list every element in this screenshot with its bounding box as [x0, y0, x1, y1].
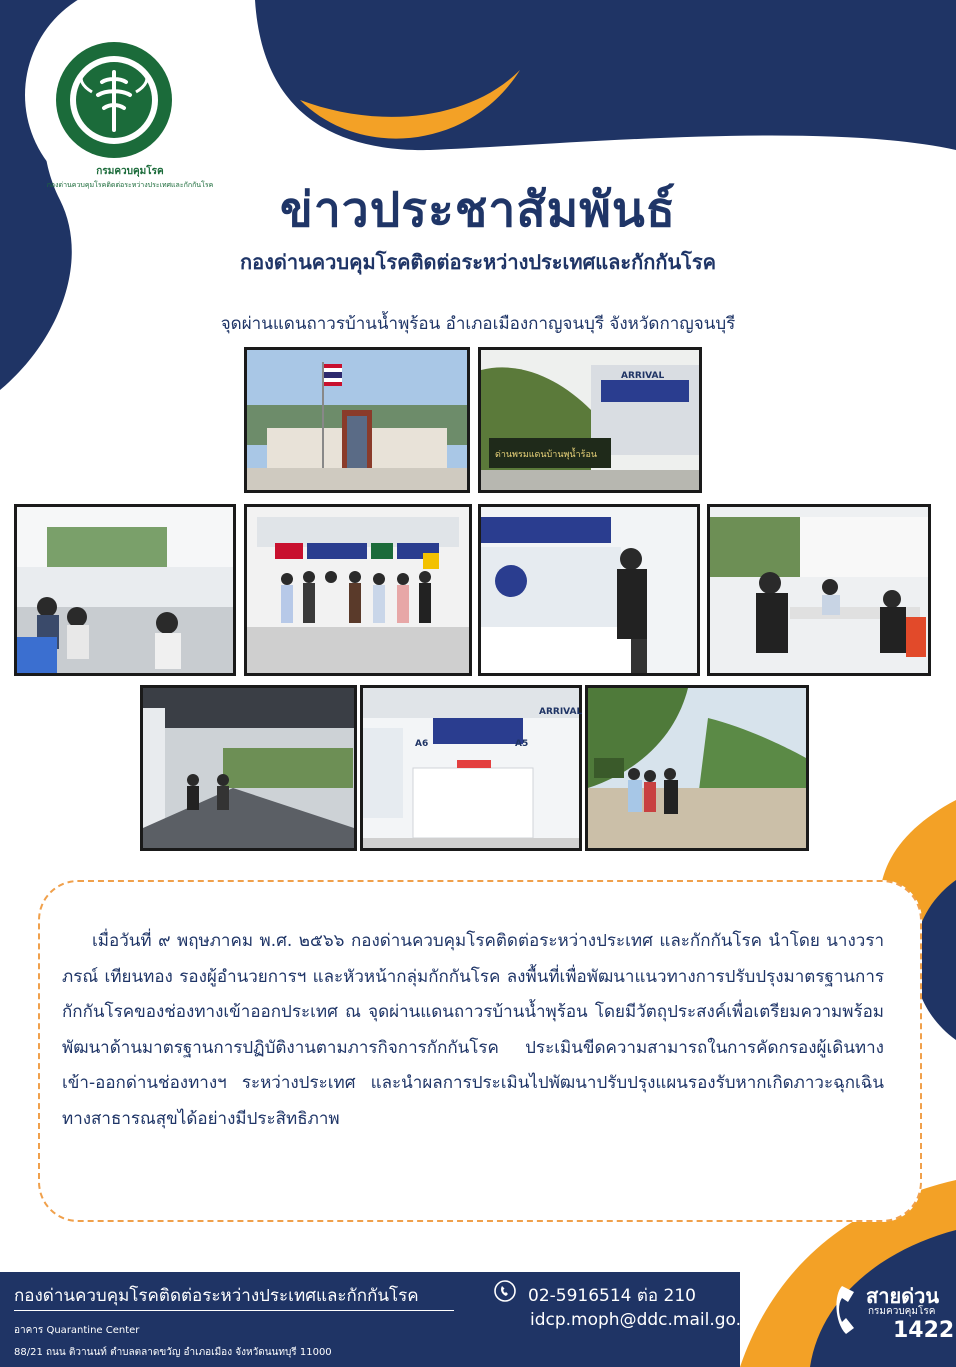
photo-counter-officer — [478, 504, 700, 676]
counter-a5-label: A5 — [515, 739, 529, 749]
logo-caption-sub: กองด่านควบคุมโรคติดต่อระหว่างประเทศและกักกันโรค — [46, 181, 214, 189]
footer-phone[interactable]: 02-5916514 ต่อ 210 — [528, 1286, 696, 1306]
photo-border-sign — [478, 347, 702, 493]
footer-divider — [14, 1310, 454, 1311]
photo-inspection-lane — [140, 685, 357, 851]
footer-address-line1: อาคาร Quarantine Center — [14, 1325, 140, 1336]
border-sign-text: ด่านพรมแดนบ้านพุน้ำร้อน — [495, 450, 597, 460]
logo-caption-main: กรมควบคุมโรค — [96, 166, 164, 177]
hotline-subtitle: กรมควบคุมโรค — [868, 1306, 936, 1317]
photo-border-road — [585, 685, 809, 851]
photo-checkpoint-building — [244, 347, 470, 493]
phone-icon — [494, 1280, 516, 1302]
arrival-sign-text-2: ARRIVAL — [539, 707, 583, 717]
photo-waiting-area — [14, 504, 236, 676]
news-paragraph: เมื่อวันที่ ๙ พฤษภาคม พ.ศ. ๒๕๖๖ กองด่านควบคุมโรคติดต่อระหว่างประเทศ และกักกันโรค นำโดย นางวราภรณ์ เทียนทอง รองผู้อำนวยการฯ และหัวหน้ากลุ่มกักกันโรค ลงพื้นที่เพื่อพัฒนาแนวทางการปรับปรุงมาตรฐานการกักกันโรคของช่องทางเข้าออกประเทศ ณ จุดผ่านแดนถาวรบ้านน้ำพุร้อน โดยมีวัตถุประสงค์เพื่อเตรียมความพร้อมพัฒนาด้านมาตรฐานการปฏิบัติงานตามภารกิจการกักกันโรค ประเมินขีดความสามารถในการคัดกรองผู้เดินทางเข้า-ออกด่านช่องทางฯ ระหว่างประเทศ และนำผลการประเมินไปพัฒนาปรับปรุงแผนรองรับหากเกิดภาวะฉุกเฉินทางสาธารณสุขได้อย่างมีประสิทธิภาพ — [62, 931, 884, 1129]
footer-department: กองด่านควบคุมโรคติดต่อระหว่างประเทศและกักกันโรค — [14, 1286, 419, 1306]
page-subtitle: กองด่านควบคุมโรคติดต่อระหว่างประเทศและกักกันโรค — [239, 250, 717, 274]
footer-email[interactable]: idcp.moph@ddc.mail.go.th — [530, 1310, 759, 1330]
photo-interview-desk — [707, 504, 931, 676]
photo-group-officials — [244, 504, 472, 676]
footer-address-line2: 88/21 ถนน ติวานนท์ ตำบลตลาดขวัญ อำเภอเมือง จังหวัดนนทบุรี 11000 — [14, 1347, 332, 1358]
hotline-phone-icon — [832, 1282, 870, 1338]
counter-a6-label: A6 — [415, 739, 429, 749]
hotline-title: สายด่วน — [866, 1284, 940, 1308]
photo-arrival-counters — [360, 685, 582, 851]
news-body — [62, 924, 884, 1137]
page-title: ข่าวประชาสัมพันธ์ — [280, 182, 676, 238]
location-caption: จุดผ่านแดนถาวรบ้านน้ำพุร้อน อำเภอเมืองกาญจนบุรี จังหวัดกาญจนบุรี — [220, 314, 736, 334]
hotline-number[interactable]: 1422 — [893, 1318, 955, 1343]
arrival-sign-text: ARRIVAL — [621, 371, 665, 381]
